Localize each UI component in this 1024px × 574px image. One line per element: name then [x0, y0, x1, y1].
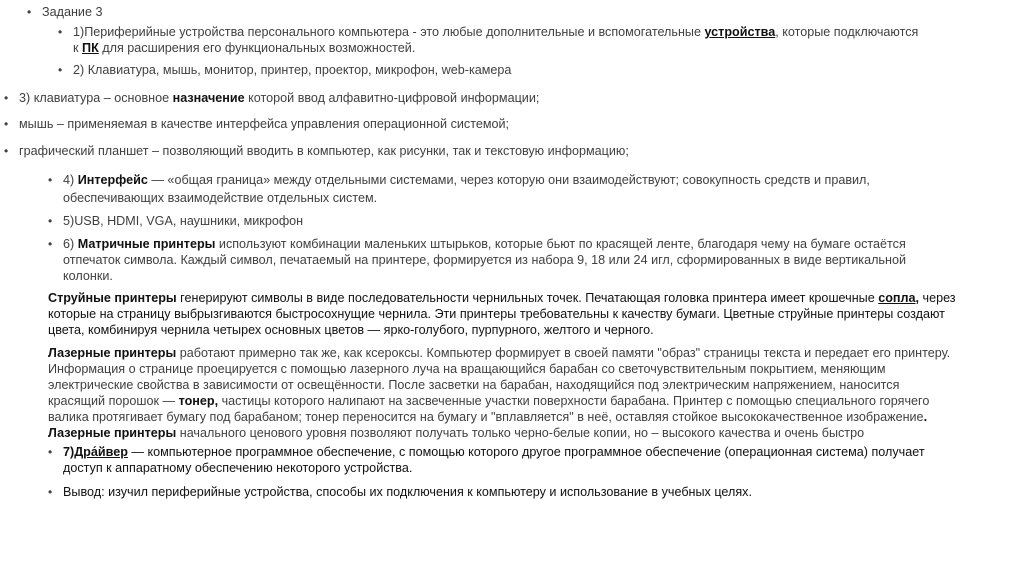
item-7-line-2: доступ к аппаратному обеспечению некоторого устройства. — [63, 461, 413, 475]
item-7-line-1: 7)Дра́йвер — компьютерное программное обеспечение, с помощью которого другое программное обеспечение (операционная система) получает — [63, 445, 925, 459]
laser-line-1: Лазерные принтеры работают примерно так же, как ксероксы. Компьютер формирует в своей памяти "образ" страницы текста и передает его принтеру. — [48, 346, 951, 360]
item-4-line-1: 4) Интерфейс — «общая граница» между отдельными системами, через которую они взаимодействуют; совокупность средств и правил, — [63, 173, 870, 187]
bullet: • — [48, 445, 53, 459]
item-1-line-2: к ПК для расширения его функциональных возможностей. — [73, 41, 416, 55]
item-6-line-2: отпечаток символа. Каждый символ, печатаемый на принтере, формируется из набора 9, 18 или 24 игл, сформированных в виде вертикальной — [63, 253, 906, 267]
bullet: • — [48, 173, 53, 187]
inkjet-line-3: цвета, комбинируя чернила четырех основных цветов — ярко-голубого, пурпурного, желтого и черного. — [48, 323, 654, 337]
bullet: • — [48, 237, 53, 251]
bullet: • — [58, 25, 63, 39]
bullet: • — [48, 214, 53, 228]
bullet: • — [27, 5, 32, 19]
item-3: 3) клавиатура – основное назначение которой ввод алфавитно-цифровой информации; — [19, 91, 540, 105]
item-6-line-1: 6) Матричные принтеры используют комбинации маленьких штырьков, которые бьют по красящей ленте, благодаря чему на бумаге остаётся — [63, 237, 906, 251]
inkjet-line-2: которые на страницу выбрызгиваются быстросохнущие чернила. Эти принтеры требовательны к качеству бумаги. Цветные струйные принтеры создают — [48, 307, 945, 321]
laser-line-4: красящий порошок — тонер, частицы которого налипают на засвеченные участки поверхности барабана. Принтер с помощью специального горячего — [48, 394, 930, 408]
item-4-line-2: обеспечивающих взаимодействие отдельных систем. — [63, 191, 378, 205]
bullet: • — [4, 91, 9, 105]
task-title: Задание 3 — [42, 5, 103, 19]
conclusion: Вывод: изучил периферийные устройства, способы их подключения к компьютеру и использование в учебных целях. — [63, 485, 752, 499]
item-tablet: графический планшет – позволяющий вводить в компьютер, как рисунки, так и текстовую информацию; — [19, 144, 629, 158]
item-2: 2) Клавиатура, мышь, монитор, принтер, проектор, микрофон, web-камера — [73, 63, 512, 77]
item-6-line-3: колонки. — [63, 269, 113, 283]
bullet: • — [4, 144, 9, 158]
inkjet-line-1: Струйные принтеры генерируют символы в виде последовательности чернильных точек. Печатающая головка принтера имеет крошечные сопла, через — [48, 291, 956, 305]
bullet: • — [48, 485, 53, 499]
laser-line-6: Лазерные принтеры начального ценового уровня позволяют получать только черно-белые копии, но – высокого качества и очень быстро — [48, 426, 865, 440]
laser-line-5: валика протягивает бумагу под барабаном; тонер переносится на бумагу и "вплавляется" в неё, оставляя стойкое высококачественное изображение. — [48, 410, 928, 424]
item-1-line-1: 1)Периферийные устройства персонального компьютера - это любые дополнительные и вспомогательные устройства, которые подключаются — [73, 25, 919, 39]
item-mouse: мышь – применяемая в качестве интерфейса управления операционной системой; — [19, 117, 510, 131]
bullet: • — [58, 63, 63, 77]
bullet: • — [4, 117, 9, 131]
item-5: 5)USB, HDMI, VGA, наушники, микрофон — [63, 214, 304, 228]
laser-line-3: электрические свойства в зависимости от освещённости. После засветки на барабан, находящийся под электрическим напряжением, наносится — [48, 378, 900, 392]
laser-line-2: Информация о странице проецируется с помощью лазерного луча на вращающийся барабан со светочувствительным покрытием, меняющим — [48, 362, 886, 376]
